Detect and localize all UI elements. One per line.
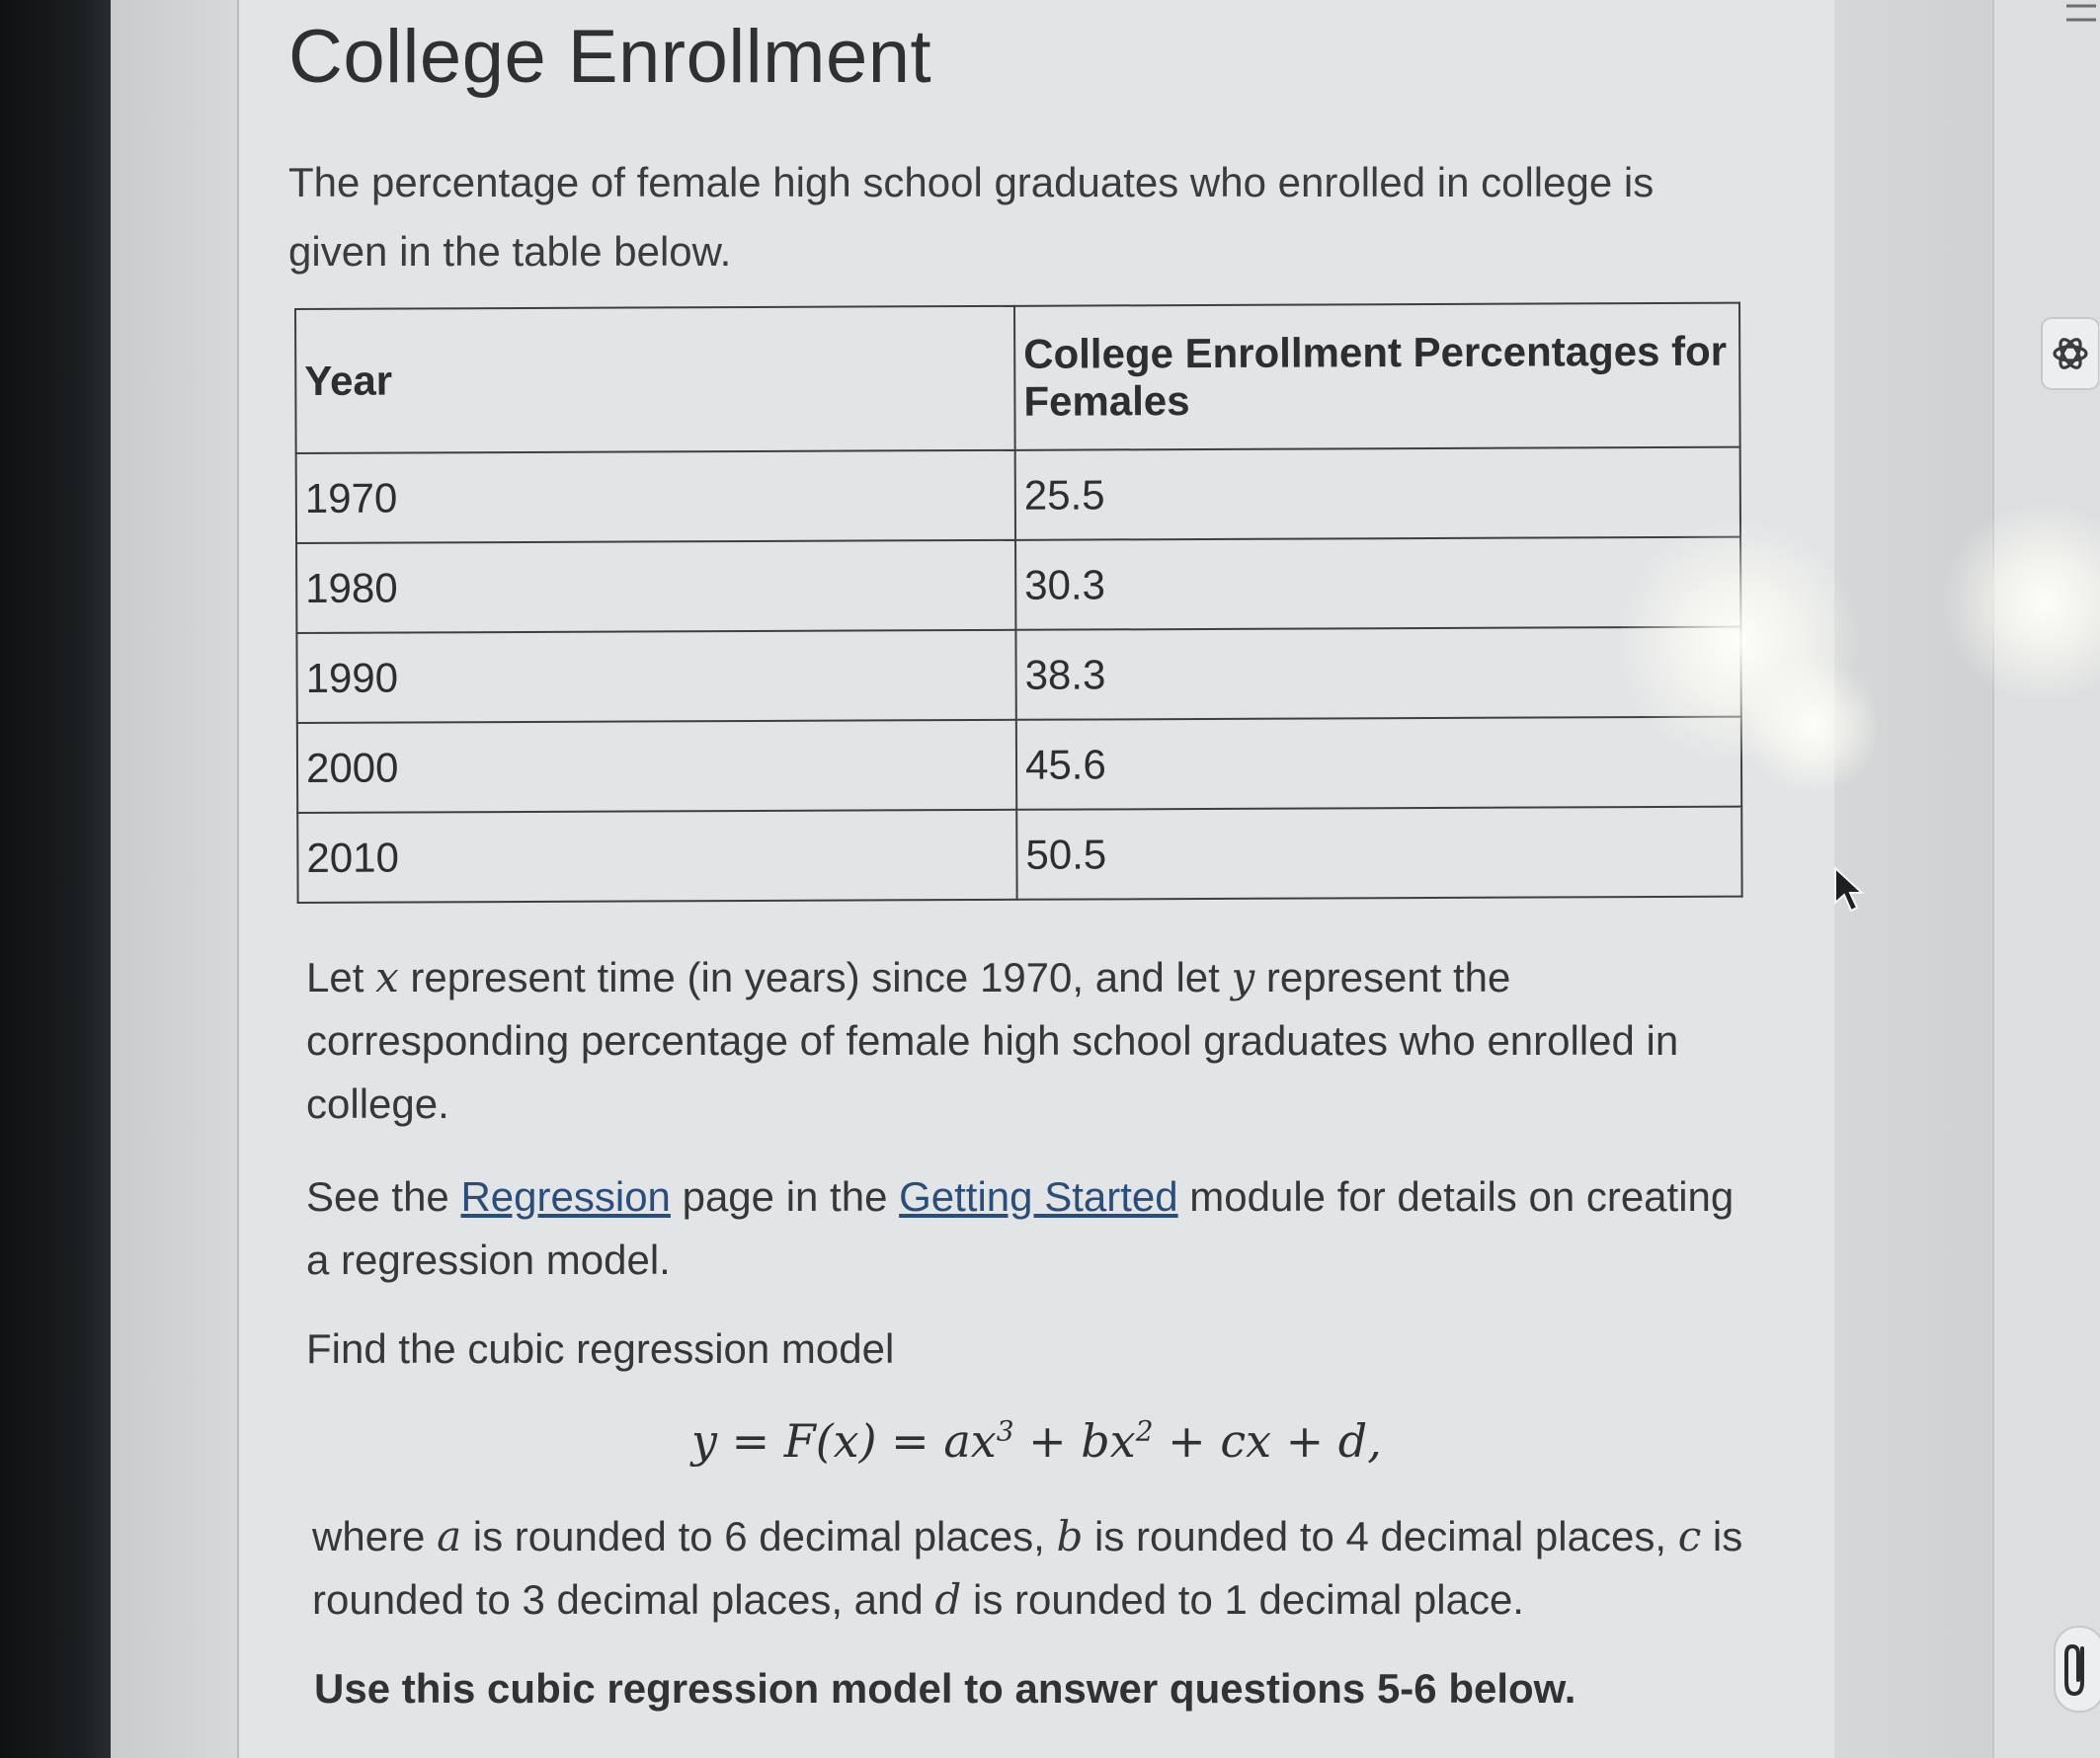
- page-title: College Enrollment: [288, 15, 932, 99]
- regression-link[interactable]: Regression: [460, 1173, 671, 1220]
- regression-help-paragraph: See the Regression page in the Getting Started module for details on creating a regression model.: [306, 1173, 1735, 1283]
- cursor-arrow-icon: [1832, 865, 1868, 915]
- cell-year: 2000: [297, 720, 1016, 813]
- instruction-text: Find the cubic regression model: [306, 1325, 895, 1372]
- variable-x: x: [375, 953, 399, 1001]
- cubic-formula: $y = F(x) = ax^3 + bx^2$ + cx + d,: [691, 1414, 1382, 1468]
- cell-year: 1980: [296, 540, 1015, 633]
- table-row: [297, 717, 1741, 813]
- table-row: [296, 447, 1740, 543]
- right-toolbar: [1992, 0, 2100, 1758]
- variable-a: a: [437, 1512, 462, 1560]
- cell-percentage: 25.5: [1015, 447, 1740, 540]
- variable-d: d: [934, 1575, 962, 1624]
- menu-icon[interactable]: [2060, 0, 2100, 30]
- left-margin: [111, 0, 237, 1758]
- device-bezel: [0, 0, 111, 1758]
- chatgpt-icon[interactable]: [2040, 316, 2099, 391]
- variable-y: y: [1231, 953, 1255, 1001]
- cell-percentage: 30.3: [1015, 537, 1740, 630]
- column-header-percentage: College Enrollment Percentages for Females: [1014, 303, 1740, 450]
- cell-percentage: 45.6: [1016, 717, 1741, 810]
- variable-c: c: [1677, 1512, 1702, 1560]
- cell-year: 2010: [297, 810, 1016, 903]
- paperclip-icon[interactable]: [2053, 1625, 2100, 1714]
- variables-paragraph: Let x represent time (in years) since 1970, and let y represent the corresponding percentage of female high school graduates who enrolled in college.: [306, 953, 1679, 1127]
- table-row: [297, 807, 1741, 903]
- cell-year: 1970: [296, 450, 1015, 543]
- getting-started-link[interactable]: Getting Started: [899, 1173, 1178, 1220]
- table-row: [296, 537, 1740, 633]
- intro-text: The percentage of female high school graduates who enrolled in college is given in the table below.: [288, 159, 1655, 275]
- cell-year: 1990: [296, 630, 1015, 723]
- table-row: [296, 627, 1740, 723]
- column-header-year: Year: [295, 306, 1015, 453]
- table-header-row: [295, 303, 1740, 453]
- cell-percentage: 50.5: [1016, 807, 1741, 900]
- questions-note: Use this cubic regression model to answer questions 5-6 below.: [314, 1665, 1576, 1712]
- cell-percentage: 38.3: [1015, 627, 1740, 720]
- variable-b: b: [1056, 1512, 1084, 1560]
- rounding-paragraph: where a is rounded to 6 decimal places, b is rounded to 4 decimal places, c is rounded to 3 decimal places, and d is rounded to 1 decimal place.: [312, 1512, 1743, 1624]
- enrollment-table: [294, 302, 1743, 904]
